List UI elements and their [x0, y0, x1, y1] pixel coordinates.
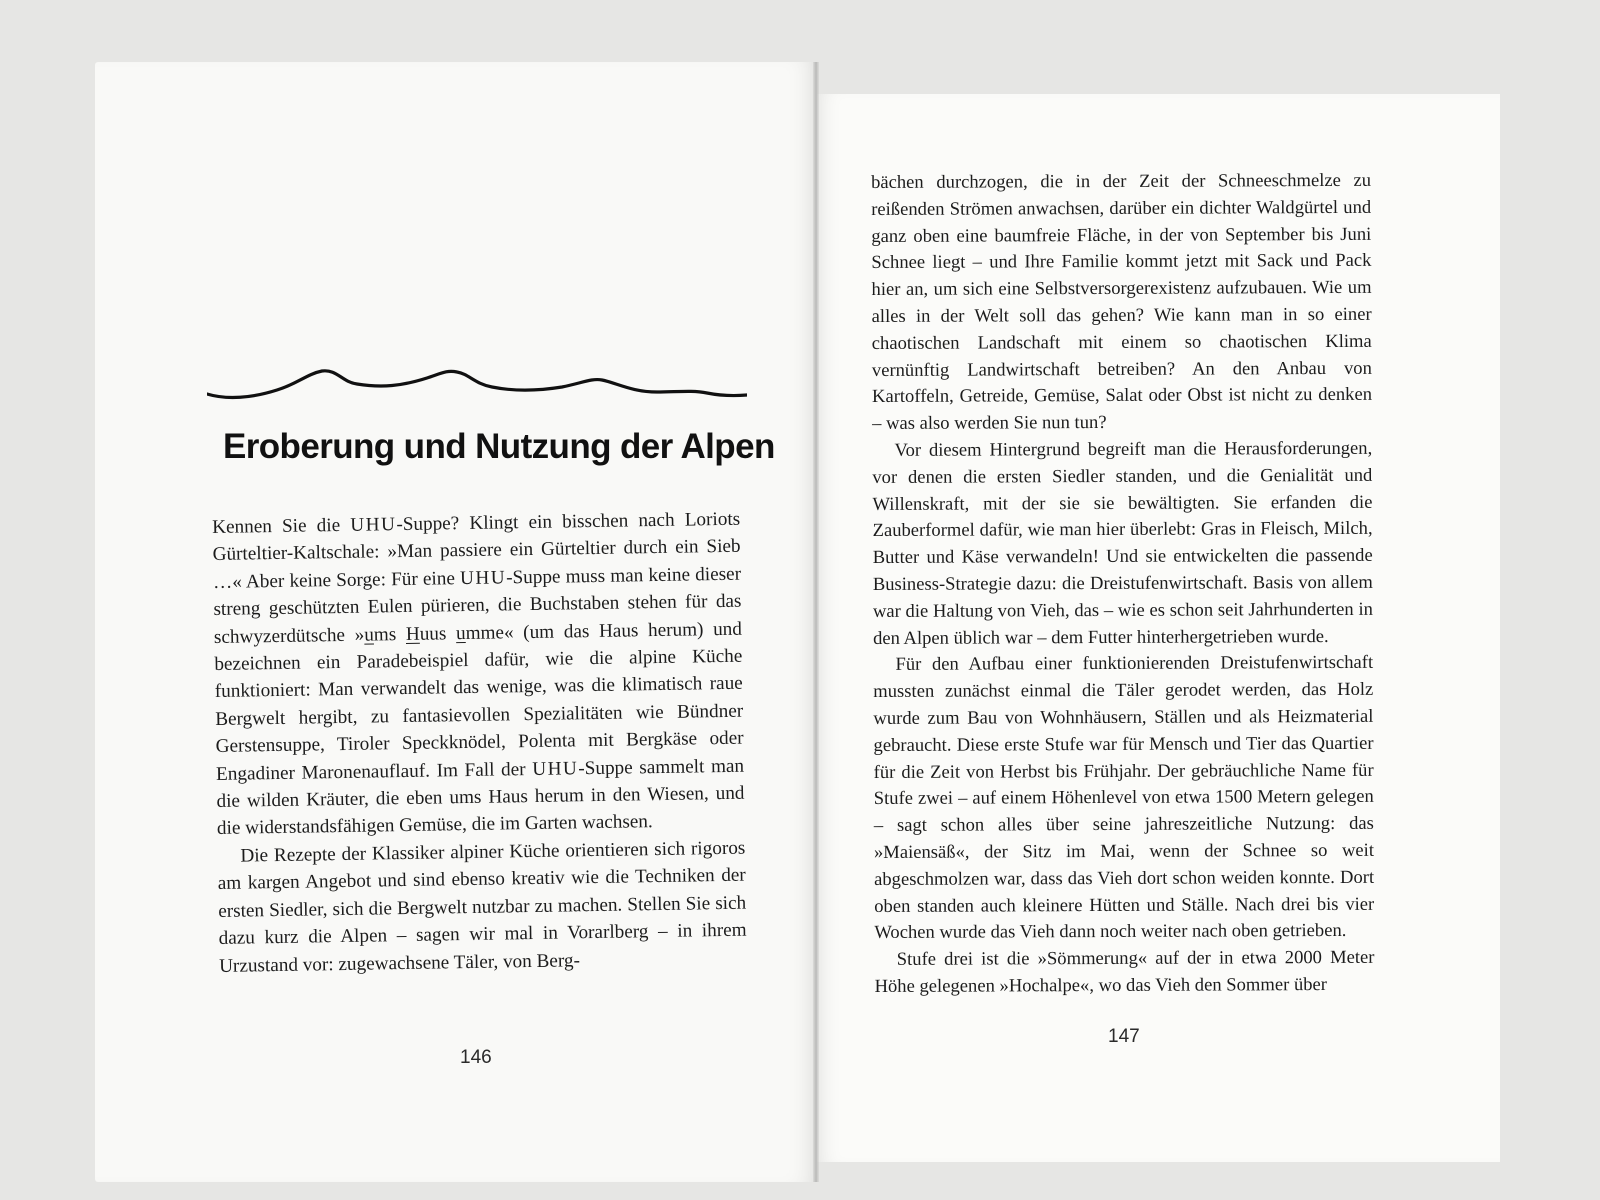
right-paragraph: Stufe drei ist die »Sömmerung« auf der in etwa 2000 Meter Höhe gelegenen »Hochalpe«, wo das Vieh den Sommer über: [874, 946, 1375, 997]
right-paragraph: bächen durchzogen, die in der Zeit der Schneeschmelze zu reißenden Strömen anwachsen, darüber ein dichter Waldgürtel und ganz oben eine baumfreie Fläche, in der von September bis Juni Schnee liegt – und Ihre Familie kommt jetzt mit Sack und Pack hier an, um sich eine Selbstversorgerexistenz aufzubauen. Wie um alles in der Welt soll das gehen? Wie kann man in so einer chaotischen Landschaft mit einem so chaotischen Klima vernünftig Landwirtschaft betreiben? An den Anbau von Kartoffeln, Getreide, Gemüse, Salat oder Obst ist nicht zu denken – was also werden Sie nun tun?: [871, 169, 1373, 435]
book-gutter: [813, 62, 819, 1182]
page-number-right: 147: [1108, 1026, 1140, 1047]
page-number-left: 146: [460, 1047, 492, 1068]
right-paragraph: Für den Aufbau einer funktionierenden Dreistufenwirtschaft mussten zunächst einmal die Täler gerodet werden, das Holz wurde zum Bau von Wohnhäusern, Ställen und als Heizmaterial gebraucht. Diese erste Stufe war für Mensch und Tier das Quartier für die Zeit von Herbst bis Frühjahr. Der gebräuchliche Name für Stufe zwei – auf einem Höhenlevel von etwa 1500 Metern gelegen – sagt schon alles über seine jahreszeitliche Nutzung: das »Maiensäß«, der Sitz im Mai, wenn der Schnee so weit abgeschmolzen war, dass das Vieh dort schon weiden konnte. Dort oben standen auch kleinere Hütten und Ställe. Nach drei bis vier Wochen wurde das Vieh dann noch weiter nach oben getrieben.: [873, 652, 1375, 944]
book-spread: [95, 62, 1500, 1182]
chapter-title: Eroberung und Nutzung der Alpen: [223, 427, 775, 466]
mountain-range-line-icon: [207, 362, 747, 412]
right-page-body: [871, 168, 1375, 1001]
left-paragraph: Die Rezepte der Klassiker alpiner Küche orientieren sich rigoros am kargen Angebot und sind ebenso kreativ wie die Techniken der ersten Siedler, sich die Bergwelt nutzbar zu machen. Stellen Sie sich dazu kurz die Alpen – sagen wir mal in Vorarlberg – in ihrem Urzustand vor: zugewachsene Täler, von Berg-: [217, 837, 747, 977]
left-paragraph: Kennen Sie die UHU-Suppe? Klingt ein bisschen nach Loriots Gürteltier-Kaltschale: »Man passiere ein Gürteltier durch ein Sieb …« Aber keine Sorge: Für eine UHU-Suppe muss man keine dieser streng geschützten Eulen pürieren, die Buchstaben stehen für das schwyzerdütsche »ums Huus umme« (um das Haus herum) und bezeichnen ein Paradebeispiel dafür, wie die alpine Küche funktioniert: Man verwandelt das wenige, was die klimatisch raue Bergwelt hergibt, zu fantasievollen Spezialitäten wie Bündner Gerstensuppe, Tiroler Speckknödel, Polenta mit Bergkäse oder Engadiner Maronenauflauf. Im Fall der UHU-Suppe sammelt man die wilden Kräuter, die eben ums Haus herum in den Wiesen, und die widerstandsfähigen Gemüse, die im Garten wachsen.: [212, 508, 745, 840]
right-paragraph: Vor diesem Hintergrund begreift man die Herausforderungen, vor denen die ersten Siedler standen, und die Genialität und Willenskraft, mit der sie sie bewältigten. Sie erfanden die Zauberformel dafür, wie man hier überlebt: Gras in Fleisch, Milch, Butter und Käse verwandeln! Und sie entwickelten die passende Business-Strategie dazu: die Dreistufenwirtschaft. Basis von allem war die Haltung von Vieh, das – wie es schon seit Jahrhunderten in den Alpen üblich war – dem Futter hinterhergetrieben wurde.: [872, 437, 1373, 649]
left-page-body: [212, 506, 747, 980]
